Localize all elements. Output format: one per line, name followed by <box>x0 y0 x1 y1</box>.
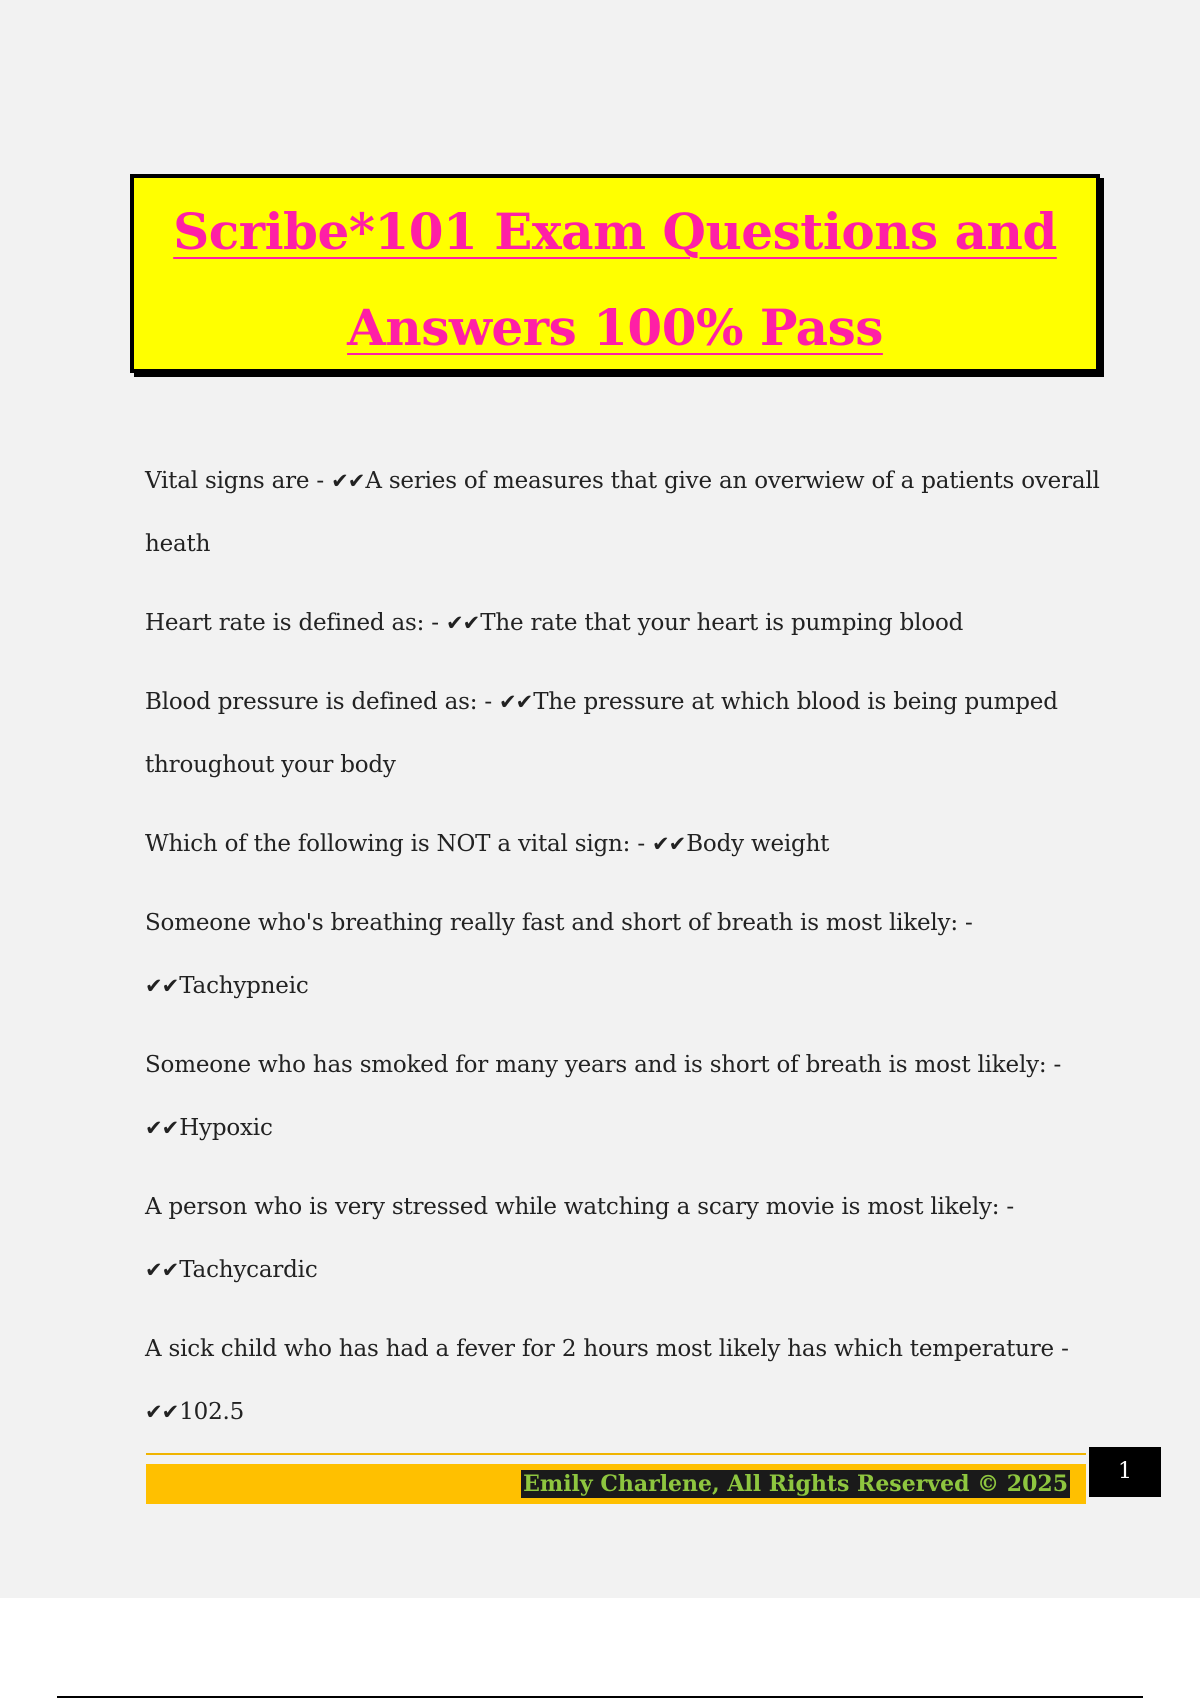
title-text-2: Answers 100% Pass <box>347 298 883 357</box>
page-number: 1 <box>1089 1447 1161 1497</box>
question-text: Someone who's breathing really fast and short of breath is most likely: - <box>145 910 973 936</box>
copyright-text: Emily Charlene, All Rights Reserved © 2025 <box>523 1471 1068 1497</box>
title-text-1: Scribe*101 Exam Questions and <box>173 202 1057 261</box>
double-check-icon: ✔✔ <box>145 1258 179 1282</box>
answer-text: 102.5 <box>179 1399 245 1425</box>
answer-text: Tachycardic <box>179 1257 318 1283</box>
double-check-icon: ✔✔ <box>331 469 365 493</box>
answer-text: The rate that your heart is pumping blood <box>480 610 964 636</box>
qa-item-vital-signs <box>145 450 1105 576</box>
question-text: Heart rate is defined as: - <box>145 610 446 636</box>
question-text: Which of the following is NOT a vital sign: - <box>145 831 653 857</box>
double-check-icon: ✔✔ <box>145 1116 179 1140</box>
question-text: Vital signs are - <box>145 468 332 494</box>
question-text: A sick child who has had a fever for 2 hours most likely has which temperature - <box>145 1336 1069 1362</box>
page-bottom-divider <box>57 1696 1143 1698</box>
answer-text-continued: heath <box>145 531 211 557</box>
qa-item-scary-movie <box>145 1176 1105 1302</box>
answer-text: Body weight <box>686 831 830 857</box>
title-line-2 <box>134 280 1096 376</box>
qa-list <box>145 450 1105 1460</box>
answer-text: The pressure at which blood is being pumped <box>533 689 1058 715</box>
double-check-icon: ✔✔ <box>145 974 179 998</box>
qa-item-heart-rate <box>145 592 1105 655</box>
title-box <box>130 174 1100 373</box>
qa-item-not-vital-sign <box>145 813 1105 876</box>
footer-bar <box>146 1464 1086 1504</box>
question-text: A person who is very stressed while watching a scary movie is most likely: - <box>145 1194 1015 1220</box>
double-check-icon: ✔✔ <box>446 611 480 635</box>
double-check-icon: ✔✔ <box>145 1400 179 1424</box>
qa-item-fever <box>145 1318 1105 1444</box>
double-check-icon: ✔✔ <box>652 832 686 856</box>
answer-text: A series of measures that give an overwiew of a patients overall <box>365 468 1100 494</box>
qa-item-smoked <box>145 1034 1105 1160</box>
answer-text: Hypoxic <box>179 1115 273 1141</box>
double-check-icon: ✔✔ <box>499 690 533 714</box>
qa-item-breathing-fast <box>145 892 1105 1018</box>
question-text: Blood pressure is defined as: - <box>145 689 500 715</box>
answer-text: Tachypneic <box>179 973 309 999</box>
title-line-1 <box>134 184 1096 280</box>
question-text: Someone who has smoked for many years and is short of breath is most likely: - <box>145 1052 1062 1078</box>
footer-divider <box>146 1453 1086 1455</box>
answer-text-continued: throughout your body <box>145 752 396 778</box>
qa-item-blood-pressure <box>145 671 1105 797</box>
